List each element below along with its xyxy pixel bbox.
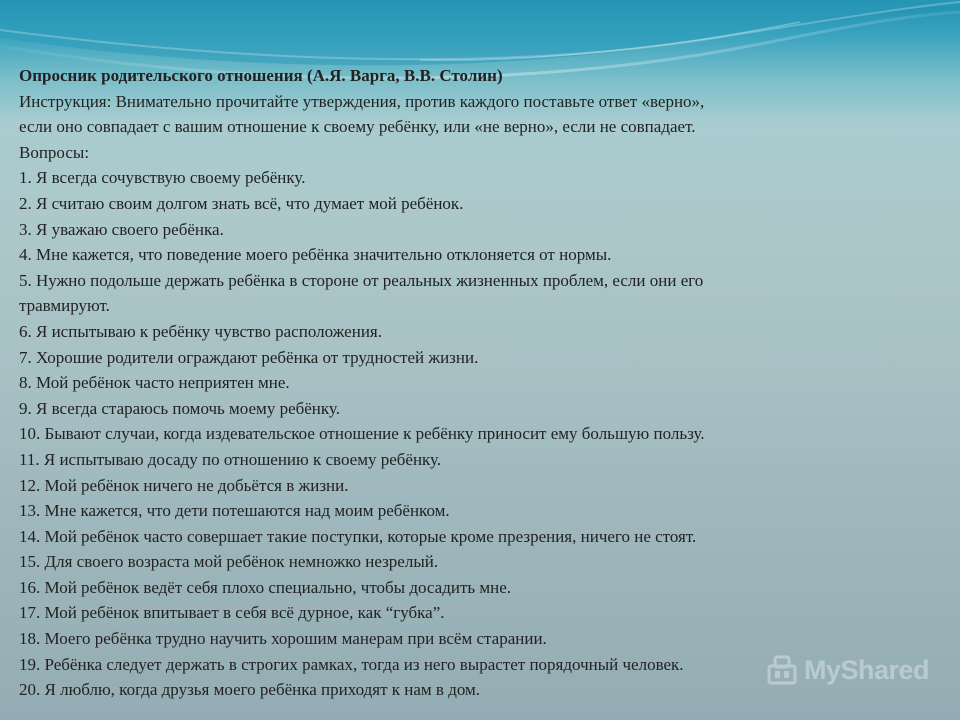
question-item: 13. Мне кажется, что дети потешаются над моим ребёнком. xyxy=(19,501,450,521)
question-item: 14. Мой ребёнок часто совершает такие поступки, которые кроме презрения, ничего не стоят. xyxy=(19,526,697,546)
question-item: 8. Мой ребёнок часто неприятен мне. xyxy=(19,373,290,393)
slide-title: Опросник родительского отношения (А.Я. Варга, В.В. Столин) xyxy=(19,66,503,85)
question-item: 2. Я считаю своим долгом знать всё, что думает мой ребёнок. xyxy=(19,193,464,213)
question-item: 16. Мой ребёнок ведёт себя плохо специально, чтобы досадить мне. xyxy=(19,577,512,597)
instruction-line: Инструкция: Внимательно прочитайте утверждения, против каждого поставьте ответ «верно», xyxy=(19,91,705,111)
watermark-text: MyShared xyxy=(804,654,930,685)
question-item: 12. Мой ребёнок ничего не добьётся в жизни. xyxy=(19,475,349,495)
instruction-line: если оно совпадает с вашим отношение к своему ребёнку, или «не верно», если не совпадает. xyxy=(19,117,696,137)
question-item: 19. Ребёнка следует держать в строгих рамках, тогда из него вырастет порядочный человек. xyxy=(19,654,684,674)
question-item: 15. Для своего возраста мой ребёнок немножко незрелый. xyxy=(19,552,439,572)
question-item: 3. Я уважаю своего ребёнка. xyxy=(19,219,224,239)
question-item: 7. Хорошие родители ограждают ребёнка от трудностей жизни. xyxy=(19,347,479,367)
question-item: 5. Нужно подольше держать ребёнка в стороне от реальных жизненных проблем, если они его xyxy=(19,270,704,290)
question-item: 20. Я люблю, когда друзья моего ребёнка приходят к нам в дом. xyxy=(19,680,481,700)
myshared-logo-icon xyxy=(766,654,798,686)
question-item: 17. Мой ребёнок впитывает в себя всё дурное, как “губка”. xyxy=(19,603,445,623)
question-item-continuation: травмируют. xyxy=(19,296,110,316)
myshared-watermark xyxy=(766,654,929,686)
question-item: 10. Бывают случаи, когда издевательское отношение к ребёнку приносит ему большую пользу. xyxy=(19,424,705,444)
question-item: 11. Я испытываю досаду по отношению к своему ребёнку. xyxy=(19,449,442,469)
question-item: 6. Я испытываю к ребёнку чувство расположения. xyxy=(19,321,382,341)
question-item: 4. Мне кажется, что поведение моего ребёнка значительно отклоняется от нормы. xyxy=(19,245,612,265)
question-item: 1. Я всегда сочувствую своему ребёнку. xyxy=(19,168,306,188)
question-item: 9. Я всегда стараюсь помочь моему ребёнку. xyxy=(19,398,340,418)
questions-heading: Вопросы: xyxy=(19,142,90,162)
question-item: 18. Моего ребёнка трудно научить хорошим манерам при всём старании. xyxy=(19,629,547,649)
questionnaire-text xyxy=(19,63,919,703)
